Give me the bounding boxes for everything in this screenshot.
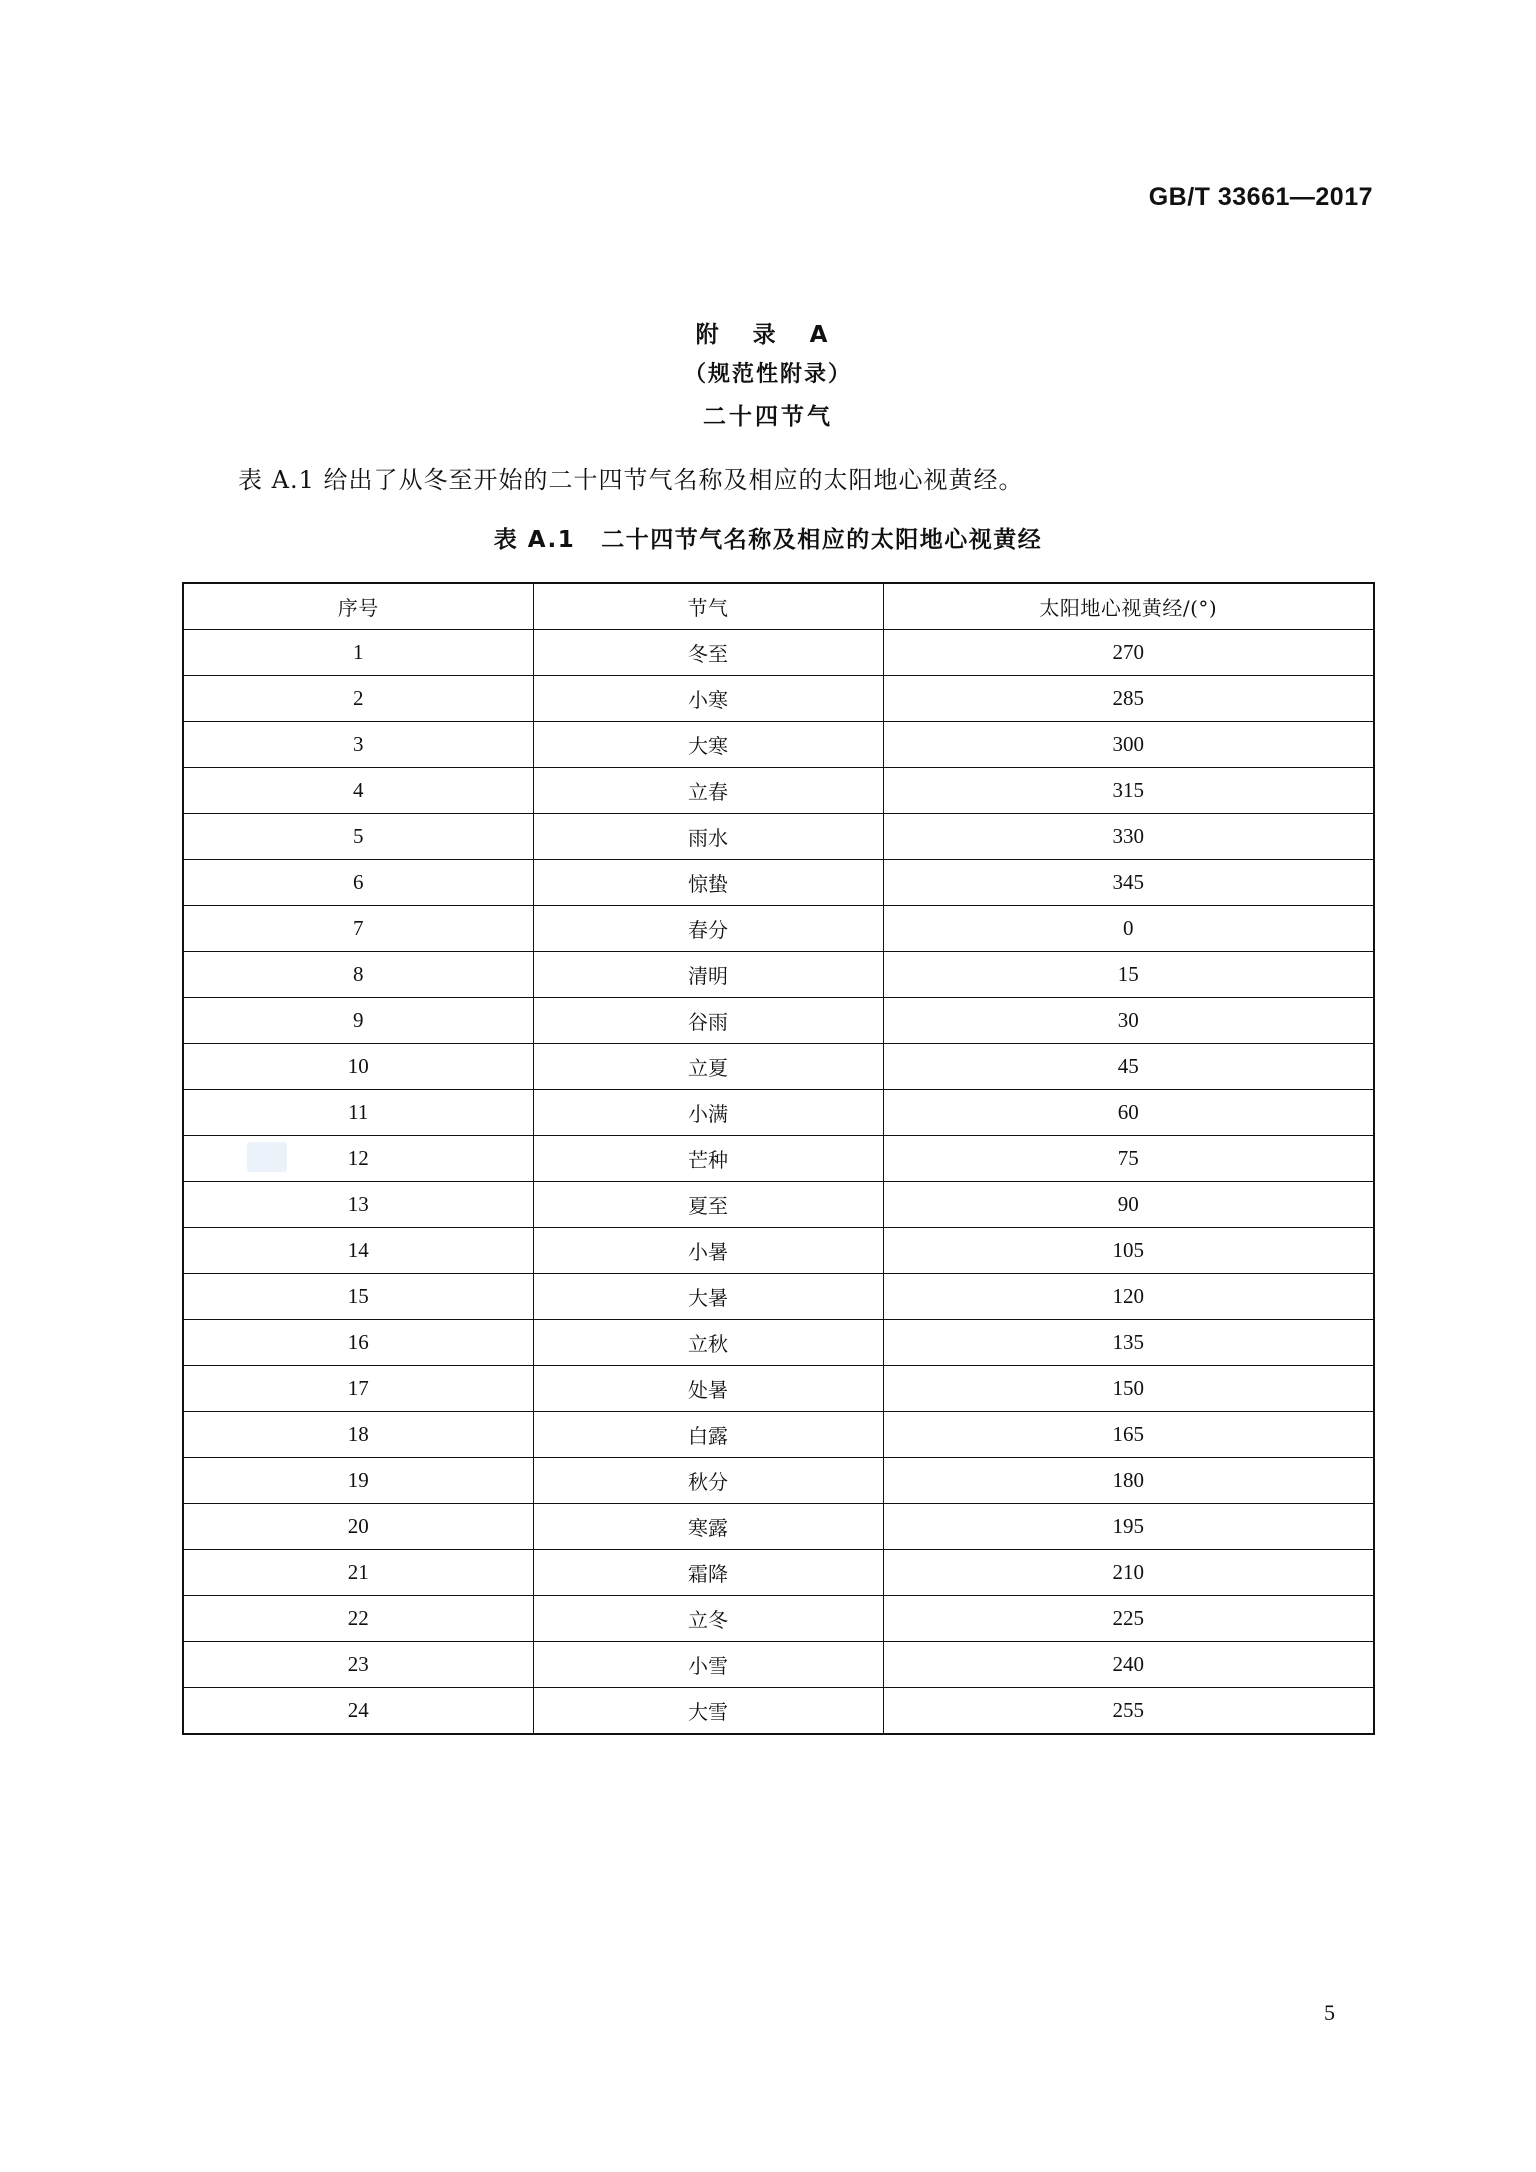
column-header-no: 序号 [183,583,533,630]
appendix-subject: 二十四节气 [703,404,833,430]
longitude-cell: 240 [883,1642,1374,1688]
row-number-cell: 23 [183,1642,533,1688]
table-row [183,768,1374,814]
solar-term-cell: 白露 [533,1412,883,1458]
table-row [183,998,1374,1044]
solar-term-cell: 处暑 [533,1366,883,1412]
table-row [183,1596,1374,1642]
longitude-cell: 300 [883,722,1374,768]
appendix-type: （规范性附录） [683,362,852,387]
longitude-cell: 165 [883,1412,1374,1458]
table-row [183,1136,1374,1182]
table-row [183,1182,1374,1228]
row-number-cell: 19 [183,1458,533,1504]
solar-term-cell: 惊蛰 [533,860,883,906]
row-number-cell: 13 [183,1182,533,1228]
table-row [183,952,1374,998]
table-row [183,1458,1374,1504]
row-number-cell: 15 [183,1274,533,1320]
table-row [183,676,1374,722]
table-row [183,1412,1374,1458]
longitude-cell: 345 [883,860,1374,906]
row-number-cell: 12 [183,1136,533,1182]
row-number-cell: 1 [183,630,533,676]
row-number-cell: 16 [183,1320,533,1366]
table-caption-number: 表 A.1 [493,527,576,553]
row-number-cell: 22 [183,1596,533,1642]
solar-term-cell: 春分 [533,906,883,952]
row-number-cell: 14 [183,1228,533,1274]
standard-number: GB/T 33661—2017 [1148,183,1373,211]
solar-term-cell: 大寒 [533,722,883,768]
solar-term-cell: 冬至 [533,630,883,676]
table-body [183,630,1374,1735]
row-number-cell: 11 [183,1090,533,1136]
solar-term-cell: 立春 [533,768,883,814]
table-row [183,814,1374,860]
solar-term-cell: 大雪 [533,1688,883,1735]
intro-paragraph: 表 A.1 给出了从冬至开始的二十四节气名称及相应的太阳地心视黄经。 [238,466,1024,494]
longitude-cell: 330 [883,814,1374,860]
solar-term-cell: 立秋 [533,1320,883,1366]
solar-term-cell: 谷雨 [533,998,883,1044]
column-header-longitude: 太阳地心视黄经/(°) [883,583,1374,630]
solar-terms-table [182,582,1375,1735]
table-row [183,1688,1374,1735]
solar-term-cell: 小暑 [533,1228,883,1274]
table-row [183,1090,1374,1136]
row-number-cell: 7 [183,906,533,952]
table-row [183,1228,1374,1274]
table-row [183,1504,1374,1550]
longitude-cell: 135 [883,1320,1374,1366]
solar-term-cell: 芒种 [533,1136,883,1182]
solar-term-cell: 立冬 [533,1596,883,1642]
row-number-cell: 2 [183,676,533,722]
table-row [183,1642,1374,1688]
row-number-cell: 20 [183,1504,533,1550]
solar-term-cell: 小满 [533,1090,883,1136]
longitude-cell: 30 [883,998,1374,1044]
appendix-title: 附 录 A [695,322,841,348]
longitude-cell: 270 [883,630,1374,676]
solar-term-cell: 夏至 [533,1182,883,1228]
solar-term-cell: 大暑 [533,1274,883,1320]
longitude-cell: 0 [883,906,1374,952]
table-row [183,630,1374,676]
longitude-cell: 255 [883,1688,1374,1735]
longitude-cell: 225 [883,1596,1374,1642]
longitude-cell: 15 [883,952,1374,998]
row-number-cell: 10 [183,1044,533,1090]
table-row [183,1550,1374,1596]
solar-term-cell: 小寒 [533,676,883,722]
row-number-cell: 4 [183,768,533,814]
table-row [183,906,1374,952]
solar-term-cell: 雨水 [533,814,883,860]
table-row [183,1320,1374,1366]
row-number-cell: 3 [183,722,533,768]
row-number-cell: 8 [183,952,533,998]
row-number-cell: 9 [183,998,533,1044]
row-number-cell: 24 [183,1688,533,1735]
solar-term-cell: 立夏 [533,1044,883,1090]
column-header-term: 节气 [533,583,883,630]
longitude-cell: 315 [883,768,1374,814]
longitude-cell: 285 [883,676,1374,722]
row-number-cell: 5 [183,814,533,860]
longitude-cell: 210 [883,1550,1374,1596]
table-row [183,722,1374,768]
longitude-cell: 120 [883,1274,1374,1320]
longitude-cell: 45 [883,1044,1374,1090]
solar-term-cell: 霜降 [533,1550,883,1596]
table-caption-title: 二十四节气名称及相应的太阳地心视黄经 [601,527,1043,553]
table-row [183,1366,1374,1412]
solar-term-cell: 清明 [533,952,883,998]
longitude-cell: 150 [883,1366,1374,1412]
row-number-cell: 17 [183,1366,533,1412]
row-number-cell: 6 [183,860,533,906]
longitude-cell: 75 [883,1136,1374,1182]
table-caption [0,521,1536,554]
longitude-cell: 180 [883,1458,1374,1504]
longitude-cell: 105 [883,1228,1374,1274]
row-number-cell: 21 [183,1550,533,1596]
page-number: 5 [1324,2000,1335,2025]
longitude-cell: 195 [883,1504,1374,1550]
table-header-row [183,583,1374,630]
table-row [183,1274,1374,1320]
solar-term-cell: 寒露 [533,1504,883,1550]
table-row [183,1044,1374,1090]
longitude-cell: 60 [883,1090,1374,1136]
table-row [183,860,1374,906]
solar-term-cell: 秋分 [533,1458,883,1504]
solar-term-cell: 小雪 [533,1642,883,1688]
longitude-cell: 90 [883,1182,1374,1228]
row-number-cell: 18 [183,1412,533,1458]
